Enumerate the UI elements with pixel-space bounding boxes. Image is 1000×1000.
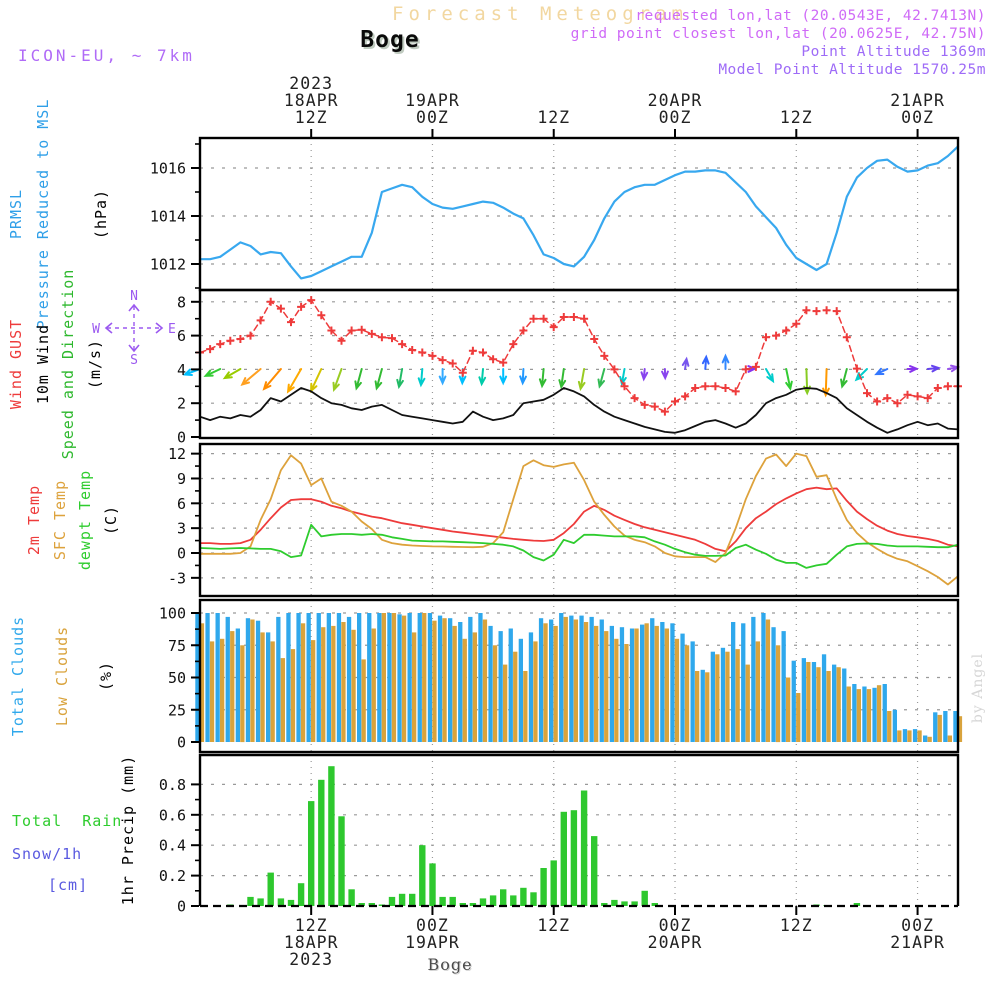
total-cloud-bar: [549, 620, 553, 743]
low-cloud-bar: [503, 665, 507, 742]
total-cloud-bar: [893, 710, 897, 742]
time-label-hour-bottom: 00Z: [901, 916, 934, 935]
ytick-label: 0.8: [158, 775, 186, 794]
rain-bar: [298, 883, 304, 906]
station-title: Boge: [360, 27, 420, 53]
ytick-label: 12: [167, 445, 186, 464]
low-cloud-bar: [362, 659, 366, 742]
label-precip-axis: 1hr Precip (mm): [119, 754, 137, 906]
total-cloud-bar: [408, 613, 412, 742]
label-ms-unit: (m/s): [86, 338, 104, 390]
total-cloud-bar: [347, 617, 351, 742]
wind-arrow: [786, 369, 792, 389]
rain-bar: [581, 791, 587, 907]
time-label-year-top: 2023: [289, 74, 334, 93]
time-label-hour-top: 12Z: [294, 108, 328, 127]
low-cloud-bar: [422, 613, 426, 742]
low-cloud-bar: [776, 645, 780, 742]
total-cloud-bar: [226, 617, 230, 742]
low-cloud-bar: [453, 626, 457, 742]
svg-text:E: E: [168, 322, 176, 337]
rain-bar: [429, 863, 435, 906]
rain-bar: [389, 897, 395, 906]
total-cloud-bar: [488, 626, 492, 742]
rain-bar: [439, 897, 445, 906]
wind-arrow: [804, 369, 810, 393]
low-cloud-bar: [473, 632, 477, 742]
total-cloud-bar: [701, 670, 705, 742]
total-cloud-bar: [205, 613, 209, 742]
total-cloud-bar: [418, 613, 422, 742]
low-cloud-bar: [948, 736, 952, 743]
time-label-day-top: 19APR: [405, 91, 460, 110]
low-cloud-bar: [624, 644, 628, 742]
low-cloud-bar: [877, 685, 881, 742]
rain-bar: [642, 891, 648, 906]
low-cloud-bar: [786, 678, 790, 743]
wind-arrow: [703, 357, 709, 369]
rain-bar: [530, 892, 536, 906]
wind-arrow: [264, 369, 281, 389]
rain-bar: [338, 816, 344, 906]
low-cloud-bar: [736, 649, 740, 742]
time-label-day-bottom: 21APR: [890, 933, 945, 952]
wind-arrow: [540, 369, 546, 386]
ytick-label: 9: [176, 469, 186, 488]
low-cloud-bar: [887, 711, 891, 742]
rain-bar: [551, 860, 557, 906]
panel-temperature: [168, 444, 958, 596]
label-total-rain: Total Rain: [12, 812, 123, 830]
total-cloud-bar: [691, 641, 695, 742]
low-cloud-bar: [533, 641, 537, 742]
low-cloud-bar: [816, 667, 820, 742]
low-cloud-bar: [847, 687, 851, 743]
total-cloud-bar: [782, 631, 786, 742]
total-cloud-bar: [862, 687, 866, 743]
total-cloud-bar: [610, 626, 614, 742]
ytick-label: 0: [176, 428, 186, 447]
low-cloud-bar: [210, 641, 214, 742]
wind-arrow: [579, 369, 585, 389]
wind-arrow: [397, 369, 403, 387]
total-cloud-bar: [529, 632, 533, 742]
label-prmsl: PRMSL: [7, 188, 25, 240]
label-pressure: Pressure Reduced to MSL: [34, 98, 52, 330]
rain-bar: [510, 895, 516, 906]
wind-arrow: [908, 366, 917, 372]
rain-bar: [490, 895, 496, 906]
total-cloud-bar: [216, 613, 220, 742]
low-cloud-bar: [341, 622, 345, 742]
low-cloud-bar: [867, 689, 871, 742]
total-cloud-bar: [397, 614, 401, 742]
grid-point-coords: grid point closest lon,lat (20.0625E, 42.75N): [570, 26, 986, 42]
ytick-label: 2: [176, 394, 186, 413]
low-cloud-bar: [766, 620, 770, 743]
wind-arrow: [479, 369, 485, 384]
wind-arrow: [440, 369, 446, 383]
panel-precipitation: [159, 755, 958, 916]
total-cloud-bar: [771, 627, 775, 742]
ytick-label: 6: [176, 494, 186, 513]
total-cloud-bar: [590, 617, 594, 742]
low-cloud-bar: [725, 652, 729, 742]
ytick-label: 50: [167, 669, 186, 687]
wind-arrow: [355, 369, 361, 388]
time-label-hour-top: 12Z: [779, 108, 813, 127]
total-cloud-bar: [458, 622, 462, 742]
wind-arrow: [928, 366, 939, 372]
low-cloud-bar: [523, 671, 527, 742]
panel-clouds: [159, 600, 962, 752]
low-cloud-bar: [483, 620, 487, 743]
rain-bar: [399, 894, 405, 906]
low-cloud-bar: [715, 654, 719, 742]
rain-bar: [409, 894, 415, 906]
time-label-day-bottom: 19APR: [405, 933, 460, 952]
low-cloud-bar: [250, 620, 254, 743]
total-cloud-bar: [923, 736, 927, 743]
low-cloud-bar: [746, 665, 750, 742]
time-label-hour-bottom: 12Z: [294, 916, 328, 935]
rain-bar: [480, 898, 486, 906]
rain-bar: [450, 897, 456, 906]
total-cloud-bar: [499, 631, 503, 742]
wind-arrow: [500, 369, 506, 383]
total-cloud-bar: [812, 662, 816, 742]
total-cloud-bar: [317, 613, 321, 742]
rain-bar: [561, 812, 567, 906]
time-label-hour-bottom: 12Z: [779, 916, 813, 935]
total-cloud-bar: [377, 613, 381, 742]
total-cloud-bar: [650, 618, 654, 742]
low-cloud-bar: [220, 639, 224, 742]
wind-arrow: [683, 359, 689, 369]
time-axis: [284, 74, 945, 969]
total-cloud-bar: [660, 622, 664, 742]
rain-bar: [348, 889, 354, 906]
svg-text:W: W: [92, 322, 100, 337]
low-cloud-bar: [331, 626, 335, 742]
time-label-day-bottom: 18APR: [283, 933, 339, 952]
ytick-label: 8: [176, 293, 186, 312]
low-cloud-bar: [291, 649, 295, 742]
time-label-hour-top: 00Z: [658, 108, 692, 127]
svg-text:N: N: [130, 289, 138, 304]
point-altitude: Point Altitude 1369m: [801, 44, 986, 60]
time-label-year-bottom: 2023: [289, 950, 334, 969]
total-cloud-bar: [256, 621, 260, 742]
total-cloud-bar: [539, 618, 543, 742]
wind-arrow: [662, 369, 668, 378]
low-cloud-bar: [513, 652, 517, 742]
rain-bar: [591, 836, 597, 906]
wind-arrow: [841, 369, 847, 386]
label-snow-1h: Snow/1h: [12, 845, 83, 863]
total-cloud-bar: [883, 684, 887, 742]
low-cloud-bar: [796, 693, 800, 742]
total-cloud-bar: [913, 729, 917, 742]
model-point-altitude: Model Point Altitude 1570.25m: [718, 62, 986, 78]
ytick-label: 6: [176, 327, 186, 346]
total-cloud-bar: [246, 618, 250, 742]
low-cloud-bar: [351, 630, 355, 742]
low-cloud-bar: [301, 623, 305, 742]
low-cloud-bar: [432, 621, 436, 742]
low-cloud-bar: [928, 737, 932, 742]
low-cloud-bar: [402, 616, 406, 742]
total-cloud-bar: [448, 618, 452, 742]
label-total-clouds: Total Clouds: [9, 615, 27, 737]
total-cloud-bar: [337, 613, 341, 742]
label-pct-unit: (%): [97, 660, 115, 692]
model-label: ICON-EU, ~ 7km: [18, 46, 195, 65]
label-speed-dir: Speed and Direction: [59, 268, 77, 460]
panel-pressure: [150, 138, 958, 290]
low-cloud-bar: [675, 639, 679, 742]
label-cm-unit: [cm]: [48, 876, 89, 894]
label-dewpt-temp: dewpt Temp: [76, 469, 94, 571]
label-sfc-temp: SFC Temp: [51, 479, 69, 561]
rain-bar: [500, 889, 506, 906]
time-label-hour-top: 12Z: [537, 108, 571, 127]
wind-arrow: [376, 369, 382, 388]
low-cloud-bar: [614, 639, 618, 742]
low-cloud-bar: [897, 730, 901, 742]
total-cloud-bar: [519, 639, 523, 742]
rain-bar: [257, 898, 263, 906]
ytick-label: 1016: [149, 159, 186, 178]
low-cloud-bar: [412, 632, 416, 742]
wind-arrow: [876, 369, 887, 374]
wind-arrow: [723, 356, 729, 369]
ytick-label: 0.2: [158, 867, 186, 886]
time-label-hour-bottom: 00Z: [658, 916, 692, 935]
wind-arrow: [642, 369, 648, 379]
low-cloud-bar: [634, 629, 638, 743]
time-label-day-bottom: 20APR: [647, 933, 703, 952]
low-cloud-bar: [543, 623, 547, 742]
low-cloud-bar: [756, 641, 760, 742]
footer-station: Boge: [427, 955, 473, 974]
total-cloud-bar: [296, 613, 300, 742]
total-cloud-bar: [852, 684, 856, 742]
panel-wind: [177, 290, 962, 447]
total-cloud-bar: [640, 625, 644, 742]
total-cloud-bar: [438, 616, 442, 742]
low-cloud-bar: [907, 730, 911, 742]
low-cloud-bar: [260, 632, 264, 742]
page-title: Forecast Meteogram: [392, 3, 688, 25]
total-cloud-bar: [327, 613, 331, 742]
rain-bar: [268, 873, 274, 906]
low-cloud-bar: [705, 672, 709, 742]
rain-bar: [318, 780, 324, 906]
watermark-by-angel: by Angel: [970, 652, 986, 724]
ytick-label: 0.6: [158, 806, 186, 825]
total-cloud-bar: [428, 613, 432, 742]
total-cloud-bar: [307, 613, 311, 742]
low-cloud-bar: [917, 730, 921, 742]
time-label-hour-bottom: 00Z: [416, 916, 449, 935]
total-cloud-bar: [792, 661, 796, 742]
low-cloud-bar: [685, 645, 689, 742]
time-label-hour-top: 00Z: [416, 108, 449, 127]
low-cloud-bar: [655, 626, 659, 742]
wind-arrow: [225, 369, 241, 378]
wind-arrow: [334, 369, 342, 390]
rain-bar: [278, 898, 284, 906]
low-cloud-bar: [271, 641, 275, 742]
label-wind-gust: Wind GUST: [7, 318, 25, 410]
ytick-label: 75: [167, 636, 186, 655]
total-cloud-bar: [802, 658, 806, 742]
total-cloud-bar: [822, 654, 826, 742]
low-cloud-bar: [281, 658, 285, 742]
total-cloud-bar: [620, 627, 624, 742]
low-cloud-bar: [493, 645, 497, 742]
total-cloud-bar: [903, 729, 907, 742]
total-cloud-bar: [680, 634, 684, 742]
wind-arrow: [948, 366, 958, 372]
total-cloud-bar: [751, 617, 755, 742]
svg-text:S: S: [130, 353, 138, 368]
low-cloud-bar: [857, 689, 861, 742]
total-cloud-bar: [741, 623, 745, 742]
low-cloud-bar: [665, 629, 669, 743]
time-label-hour-top: 00Z: [901, 108, 934, 127]
low-cloud-bar: [240, 645, 244, 742]
wind-arrow: [311, 369, 321, 391]
low-cloud-bar: [837, 667, 841, 742]
wind-arrow: [520, 369, 526, 383]
low-cloud-bar: [594, 626, 598, 742]
ytick-label: 25: [167, 701, 186, 720]
wind-arrow: [559, 369, 565, 387]
total-cloud-bar: [468, 617, 472, 742]
ytick-label: 1014: [149, 207, 186, 226]
time-label-day-top: 21APR: [890, 91, 945, 110]
label-low-clouds: Low Clouds: [53, 625, 71, 727]
low-cloud-bar: [604, 631, 608, 742]
low-cloud-bar: [584, 622, 588, 742]
wind-arrow: [766, 369, 773, 381]
rain-bar: [328, 766, 334, 906]
wind-arrow: [288, 369, 301, 392]
total-cloud-bar: [509, 629, 513, 743]
low-cloud-bar: [321, 627, 325, 742]
time-label-day-top: 20APR: [647, 91, 703, 110]
low-cloud-bar: [564, 617, 568, 742]
wind-arrow: [206, 369, 221, 376]
total-cloud-bar: [721, 648, 725, 742]
total-cloud-bar: [832, 665, 836, 742]
low-cloud-bar: [442, 618, 446, 742]
low-cloud-bar: [311, 640, 315, 742]
rain-bar: [419, 845, 425, 906]
total-cloud-bar: [478, 613, 482, 742]
total-cloud-bar: [670, 623, 674, 742]
ytick-label: 0: [176, 544, 186, 563]
ytick-label: 1012: [149, 255, 186, 274]
total-cloud-bar: [731, 622, 735, 742]
total-cloud-bar: [357, 613, 361, 742]
rain-bar: [571, 810, 577, 906]
total-cloud-bar: [367, 613, 371, 742]
total-cloud-bar: [630, 629, 634, 743]
rain-bar: [520, 888, 526, 906]
low-cloud-bar: [554, 626, 558, 742]
label-hpa-unit: (hPa): [92, 188, 110, 240]
total-cloud-bar: [711, 652, 715, 742]
ytick-label: 100: [158, 604, 186, 623]
total-cloud-bar: [872, 688, 876, 742]
time-label-hour-bottom: 12Z: [537, 916, 571, 935]
low-cloud-bar: [574, 620, 578, 743]
total-cloud-bar: [266, 632, 270, 742]
low-cloud-bar: [826, 671, 830, 742]
total-cloud-bar: [842, 669, 846, 743]
total-cloud-bar: [569, 616, 573, 742]
ytick-label: 0.4: [158, 836, 186, 855]
total-cloud-bar: [387, 613, 391, 742]
rain-bar: [308, 801, 314, 906]
wind-arrow: [242, 369, 260, 384]
rain-bar: [247, 897, 253, 906]
wind-arrow: [419, 369, 425, 385]
low-cloud-bar: [372, 629, 376, 743]
label-2m-temp: 2m Temp: [25, 484, 43, 556]
ytick-label: 0: [176, 897, 186, 916]
total-cloud-bar: [761, 613, 765, 742]
low-cloud-bar: [392, 613, 396, 742]
wind-arrow: [599, 369, 605, 386]
ytick-label: 0: [176, 733, 186, 752]
time-label-day-top: 18APR: [283, 91, 339, 110]
rain-bar: [540, 868, 546, 906]
low-cloud-bar: [695, 671, 699, 742]
ytick-label: -3: [167, 569, 186, 588]
total-cloud-bar: [559, 613, 563, 742]
ytick-label: 3: [176, 519, 186, 538]
low-cloud-bar: [230, 631, 234, 742]
label-c-unit: (C): [102, 504, 120, 536]
total-cloud-bar: [286, 613, 290, 742]
ytick-label: 4: [176, 360, 186, 379]
low-cloud-bar: [645, 623, 649, 742]
total-cloud-bar: [600, 620, 604, 743]
low-cloud-bar: [806, 662, 810, 742]
low-cloud-bar: [382, 613, 386, 742]
total-cloud-bar: [579, 616, 583, 742]
total-cloud-bar: [276, 617, 280, 742]
requested-coords: requested lon,lat (20.0543E, 42.7413N): [635, 8, 986, 24]
label-10m-wind: 10m Wind: [34, 323, 52, 405]
low-cloud-bar: [463, 639, 467, 742]
compass-rose-icon: [92, 289, 176, 368]
total-cloud-bar: [236, 629, 240, 743]
